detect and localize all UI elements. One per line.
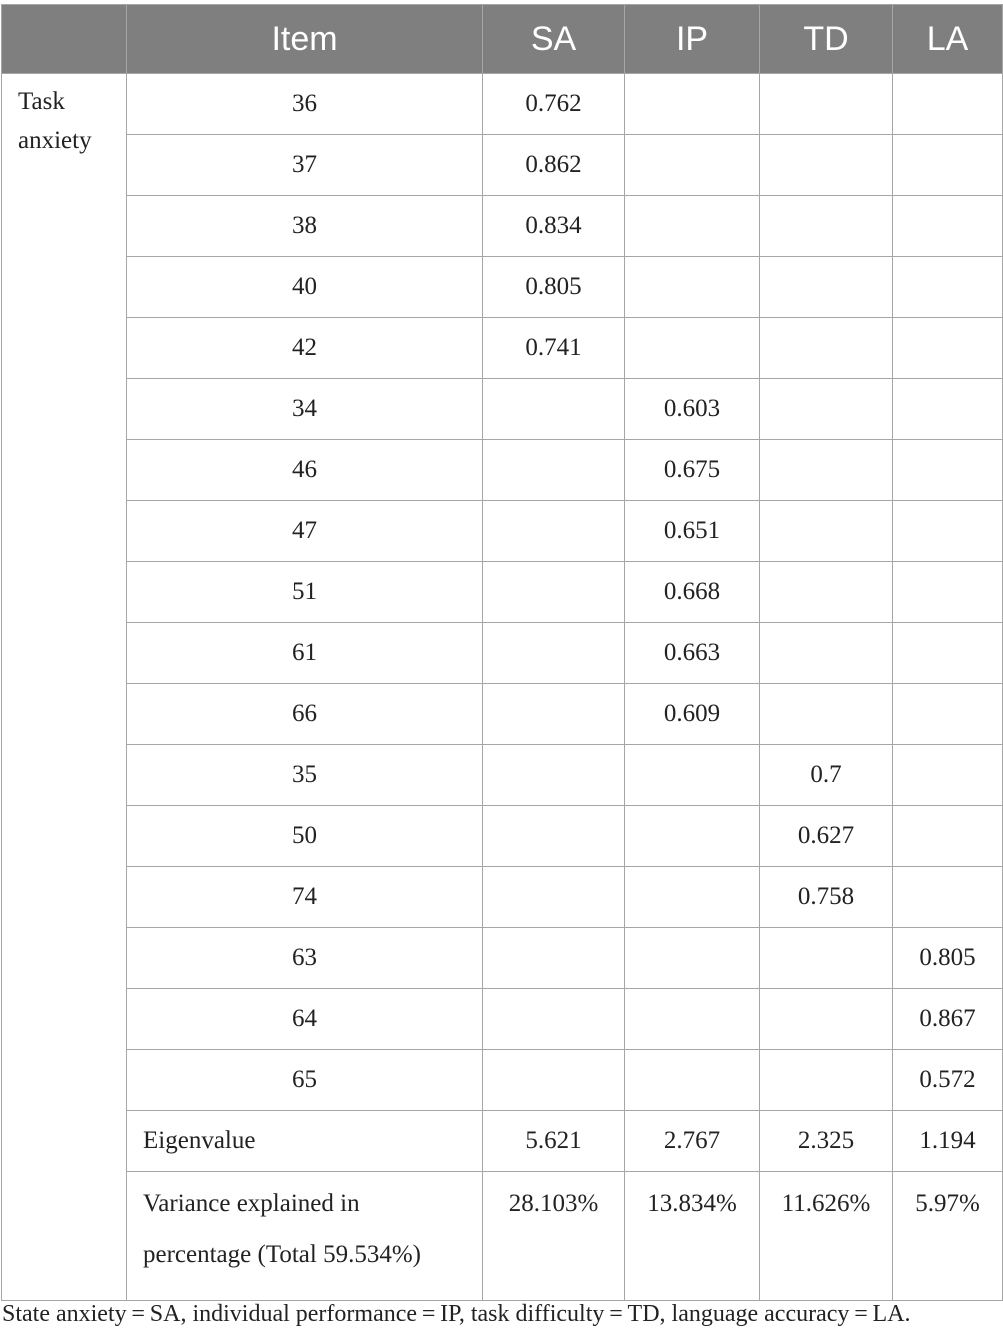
- cell-la: 0.867: [893, 989, 1003, 1050]
- group-label-line1: Task: [18, 88, 65, 115]
- cell-ip: 0.663: [625, 623, 760, 684]
- cell-item: 66: [127, 684, 483, 745]
- cell-la: [893, 379, 1003, 440]
- cell-item: 51: [127, 562, 483, 623]
- cell-sa: [483, 928, 625, 989]
- variance-label-line2: percentage (Total 59.534%): [143, 1241, 421, 1268]
- cell-td: [760, 440, 893, 501]
- cell-la: [893, 135, 1003, 196]
- cell-item: 50: [127, 806, 483, 867]
- group-label-task-anxiety: [2, 74, 127, 1301]
- cell-sa: [483, 989, 625, 1050]
- table-row: [2, 257, 1003, 318]
- header-la: LA: [893, 5, 1003, 74]
- table-row: [2, 684, 1003, 745]
- table-row: [2, 928, 1003, 989]
- cell-ip: [625, 745, 760, 806]
- cell-la: 0.805: [893, 928, 1003, 989]
- factor-loadings-table: [1, 4, 1003, 1301]
- cell-item: 34: [127, 379, 483, 440]
- cell-sa: [483, 1050, 625, 1111]
- header-ip: IP: [625, 5, 760, 74]
- cell-sa: 0.741: [483, 318, 625, 379]
- table-row: [2, 318, 1003, 379]
- table-footnote: State anxiety = SA, individual performance = IP, task difficulty = TD, language accuracy = LA.: [2, 1301, 911, 1327]
- cell-la: [893, 867, 1003, 928]
- cell-sa: [483, 379, 625, 440]
- cell-item: 42: [127, 318, 483, 379]
- variance-td: 11.626%: [760, 1172, 893, 1301]
- cell-item: 63: [127, 928, 483, 989]
- group-label-line2: anxiety: [18, 127, 92, 154]
- cell-la: [893, 623, 1003, 684]
- table-row: [2, 623, 1003, 684]
- cell-sa: 0.862: [483, 135, 625, 196]
- variance-sa: 28.103%: [483, 1172, 625, 1301]
- cell-item: 38: [127, 196, 483, 257]
- cell-ip: [625, 74, 760, 135]
- cell-sa: [483, 562, 625, 623]
- cell-la: [893, 806, 1003, 867]
- cell-td: [760, 623, 893, 684]
- cell-item: 40: [127, 257, 483, 318]
- cell-sa: [483, 806, 625, 867]
- cell-td: [760, 562, 893, 623]
- eigenvalue-la: 1.194: [893, 1111, 1003, 1172]
- cell-item: 47: [127, 501, 483, 562]
- table-row: [2, 1050, 1003, 1111]
- cell-item: 65: [127, 1050, 483, 1111]
- cell-sa: 0.762: [483, 74, 625, 135]
- cell-sa: [483, 684, 625, 745]
- variance-row: [2, 1172, 1003, 1301]
- table-row: [2, 135, 1003, 196]
- cell-la: [893, 440, 1003, 501]
- cell-item: 61: [127, 623, 483, 684]
- cell-item: 74: [127, 867, 483, 928]
- cell-la: [893, 684, 1003, 745]
- header-row: [2, 5, 1003, 74]
- cell-la: [893, 562, 1003, 623]
- cell-item: 36: [127, 74, 483, 135]
- table-row: [2, 562, 1003, 623]
- cell-sa: 0.805: [483, 257, 625, 318]
- variance-label: [127, 1172, 483, 1301]
- cell-ip: [625, 135, 760, 196]
- cell-td: 0.627: [760, 806, 893, 867]
- cell-td: [760, 257, 893, 318]
- eigenvalue-row: [2, 1111, 1003, 1172]
- cell-td: [760, 318, 893, 379]
- header-item: Item: [127, 5, 483, 74]
- cell-td: [760, 501, 893, 562]
- cell-ip: 0.651: [625, 501, 760, 562]
- cell-item: 37: [127, 135, 483, 196]
- table-row: [2, 196, 1003, 257]
- cell-td: [760, 928, 893, 989]
- cell-item: 46: [127, 440, 483, 501]
- cell-td: [760, 684, 893, 745]
- cell-td: [760, 379, 893, 440]
- cell-ip: [625, 318, 760, 379]
- cell-sa: 0.834: [483, 196, 625, 257]
- cell-sa: [483, 501, 625, 562]
- eigenvalue-sa: 5.621: [483, 1111, 625, 1172]
- cell-td: [760, 1050, 893, 1111]
- cell-ip: [625, 196, 760, 257]
- cell-sa: [483, 623, 625, 684]
- cell-item: 35: [127, 745, 483, 806]
- cell-td: [760, 989, 893, 1050]
- cell-la: [893, 257, 1003, 318]
- cell-td: [760, 196, 893, 257]
- cell-ip: [625, 989, 760, 1050]
- table-row: [2, 501, 1003, 562]
- cell-td: [760, 74, 893, 135]
- eigenvalue-td: 2.325: [760, 1111, 893, 1172]
- cell-la: [893, 745, 1003, 806]
- table-row: [2, 745, 1003, 806]
- header-sa: SA: [483, 5, 625, 74]
- cell-la: [893, 74, 1003, 135]
- cell-item: 64: [127, 989, 483, 1050]
- cell-la: [893, 501, 1003, 562]
- cell-la: [893, 318, 1003, 379]
- cell-ip: 0.603: [625, 379, 760, 440]
- table-row: [2, 74, 1003, 135]
- variance-ip: 13.834%: [625, 1172, 760, 1301]
- cell-ip: [625, 257, 760, 318]
- cell-la: [893, 196, 1003, 257]
- table-row: [2, 989, 1003, 1050]
- variance-la: 5.97%: [893, 1172, 1003, 1301]
- table-row: [2, 806, 1003, 867]
- variance-label-line1: Variance explained in: [143, 1190, 360, 1217]
- cell-td: 0.758: [760, 867, 893, 928]
- eigenvalue-label: Eigenvalue: [127, 1111, 483, 1172]
- eigenvalue-ip: 2.767: [625, 1111, 760, 1172]
- cell-sa: [483, 440, 625, 501]
- cell-ip: [625, 806, 760, 867]
- cell-ip: [625, 867, 760, 928]
- cell-td: 0.7: [760, 745, 893, 806]
- header-td: TD: [760, 5, 893, 74]
- cell-ip: 0.609: [625, 684, 760, 745]
- table-row: [2, 379, 1003, 440]
- table-row: [2, 867, 1003, 928]
- cell-sa: [483, 745, 625, 806]
- cell-ip: 0.668: [625, 562, 760, 623]
- cell-ip: [625, 928, 760, 989]
- cell-ip: [625, 1050, 760, 1111]
- cell-td: [760, 135, 893, 196]
- cell-sa: [483, 867, 625, 928]
- cell-la: 0.572: [893, 1050, 1003, 1111]
- table-row: [2, 440, 1003, 501]
- header-blank: [2, 5, 127, 74]
- cell-ip: 0.675: [625, 440, 760, 501]
